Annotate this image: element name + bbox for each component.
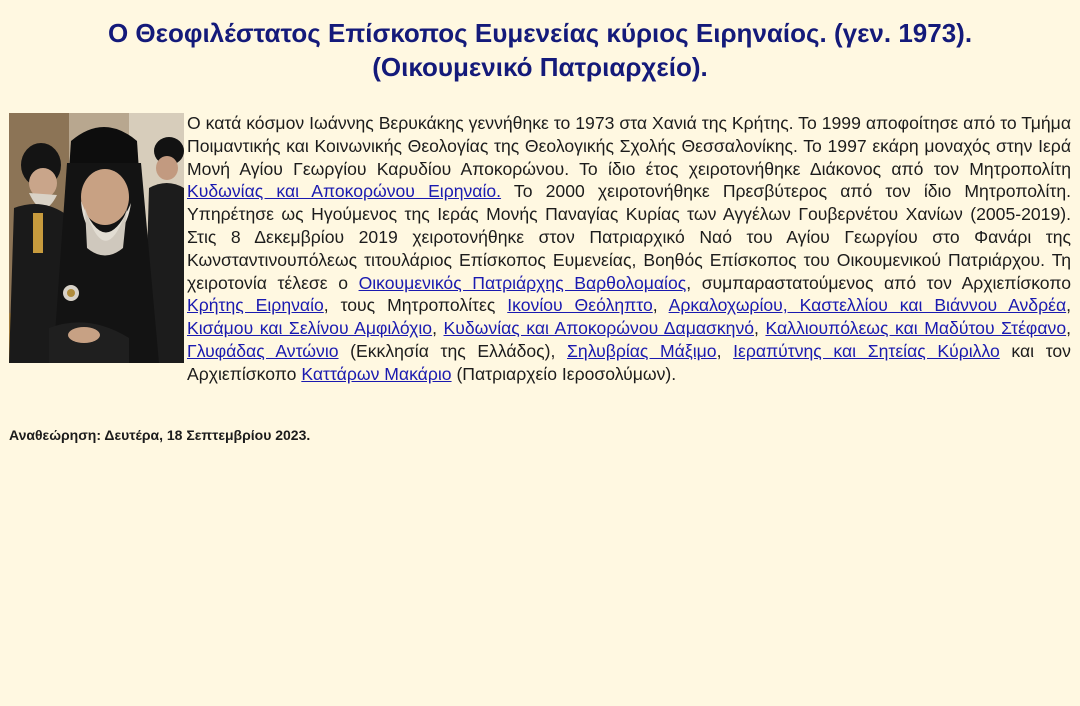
bio-text-11: , [716, 340, 734, 361]
bio-text-6: , [1066, 295, 1072, 316]
bio-text-8: , [754, 318, 766, 339]
link-arkalochoriou-andreas[interactable]: Αρκαλοχωρίου, Καστελλίου και Βιάννου Ανδρέα [668, 295, 1067, 316]
link-kritis-eirinaios[interactable]: Κρήτης Ειρηναίο [187, 295, 324, 316]
bio-text-1: Ο κατά κόσμον Ιωάννης Βερυκάκης γεννήθηκε το 1973 στα Χανιά της Κρήτης. Το 1999 αποφοίτησε από το Τμήμα Ποιμαντικής και Κοινωνικής Θεολογίας της Θεολογικής Σχολής Θεσσαλονίκης. Το 1997 εκάρη μοναχός στην Ιερά Μονή Αγίου Γεωργίου Καρυδίου Αποκορώνου. Το ίδιο έτος χειροτονήθηκε Διάκονος από τον Μητροπολίτη [187, 113, 1071, 179]
link-silyvrias-maximos[interactable]: Σηλυβρίας Μάξιμο [567, 340, 717, 361]
title-line-1: Ο Θεοφιλέστατος Επίσκοπος Ευμενείας κύριος Ειρηναίος. (γεν. 1973). [107, 18, 973, 48]
bio-text-9: , [1066, 318, 1071, 339]
revision-date: Αναθεώρηση: Δευτέρα, 18 Σεπτεμβρίου 2023. [9, 427, 311, 443]
bio-text-12: και τον Αρχιεπίσκοπο [187, 340, 1071, 384]
bio-text-2: Το 2000 χειροτονήθηκε Πρεσβύτερος από τον ίδιο Μητροπολίτη. Υπηρέτησε ως Ηγούμενος της Ιεράς Μονής Παναγίας Κυρίας των Αγγέλων Γουβερνέτου Χανίων (2005-2019). Στις 8 Δεκεμβρίου 2019 χειροτονήθηκε στον Πατριαρχικό Ναό του Αγίου Γεωργίου στο Φανάρι της Κωνσταντινουπόλεως τιτουλάριος Επίσκοπος Ευμενείας, Βοηθός Επίσκοπος του Οικουμενικού Πατριάρχου. Τη χειροτονία τέλεσε ο [187, 181, 1071, 293]
link-glyfadas-antonios[interactable]: Γλυφάδας Αντώνιο [187, 340, 339, 361]
link-kattaron-makarios[interactable]: Καττάρων Μακάριο [301, 363, 452, 384]
bio-text-10: (Εκκλησία της Ελλάδος), [338, 340, 568, 361]
photo-spacer [9, 112, 187, 364]
link-patriarch-bartholomew[interactable]: Οικουμενικός Πατριάρχης Βαρθολομαίος [358, 272, 687, 293]
link-kydonias-eirinaios[interactable]: Κυδωνίας και Αποκορώνου Ειρηναίο. [187, 181, 502, 202]
bio-text-4: , τους Μητροπολίτες [323, 295, 508, 316]
link-ikoniou-theoliptos[interactable]: Ικονίου Θεόληπτο [507, 295, 653, 316]
bio-text-3: , συμπαραστατούμενος από τον Αρχιεπίσκοπο [686, 272, 1072, 293]
bio-text-13: (Πατριαρχείο Ιεροσολύμων). [451, 363, 677, 384]
bio-text-5: , [652, 295, 669, 316]
page-title [0, 16, 1080, 84]
link-kalliupoleos-stefanos[interactable]: Καλλιουπόλεως και Μαδύτου Στέφανο [765, 318, 1067, 339]
title-line-2: (Οικουμενικό Πατριαρχείο). [372, 52, 708, 82]
link-ierapytnis-kyrillos[interactable]: Ιεραπύτνης και Σητείας Κύριλλο [733, 340, 1000, 361]
link-kisamou-amfilochios[interactable]: Κισάμου και Σελίνου Αμφιλόχιο [187, 318, 433, 339]
bio-text-7: , [432, 318, 444, 339]
link-kydonias-damaskinos[interactable]: Κυδωνίας και Αποκορώνου Δαμασκηνό [443, 318, 755, 339]
biography-paragraph [9, 112, 1071, 386]
